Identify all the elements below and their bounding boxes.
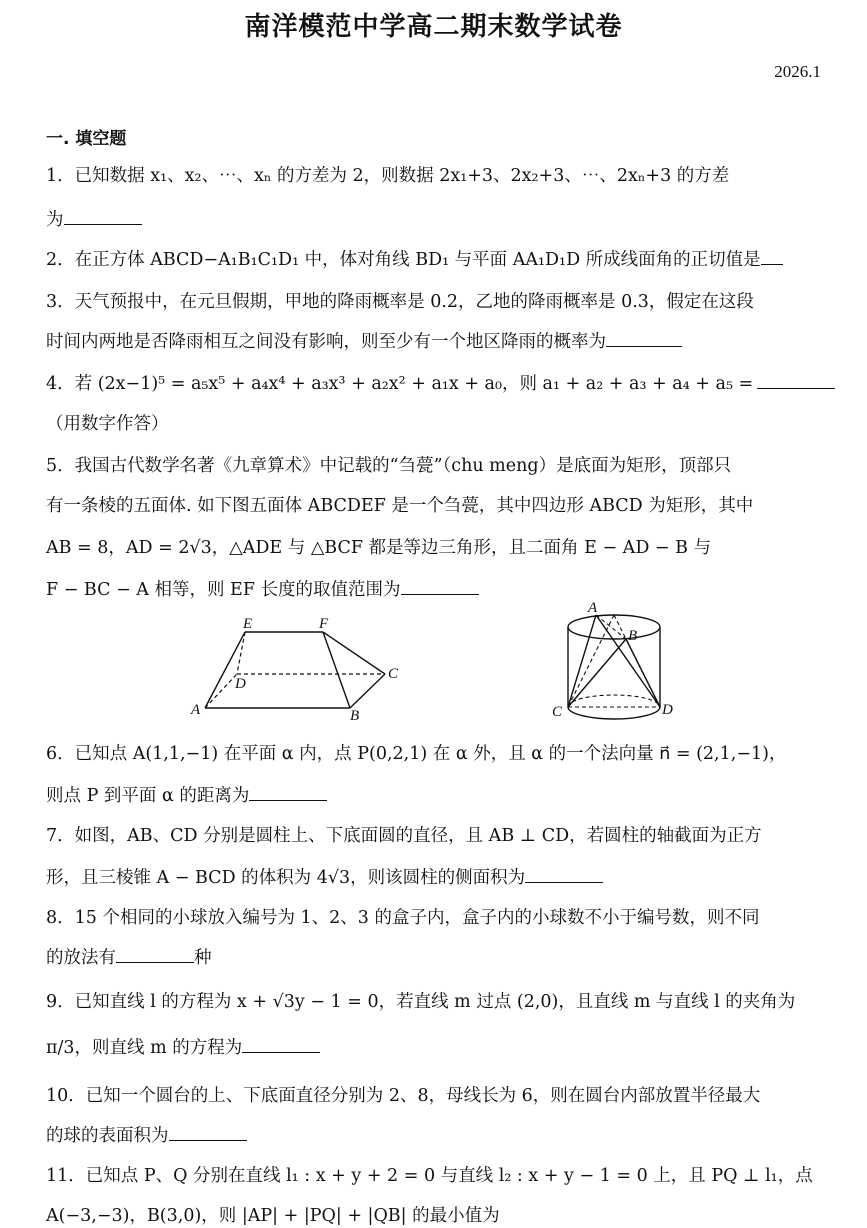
question-9-line-2 bbox=[46, 1036, 826, 1060]
pentahedron-figure bbox=[185, 612, 415, 722]
answer-blank bbox=[169, 1124, 247, 1141]
answer-blank bbox=[116, 946, 194, 963]
vertex-label-a: A bbox=[588, 600, 598, 616]
section-heading: 一. 填空题 bbox=[46, 129, 127, 149]
vertex-label-d: D bbox=[235, 676, 246, 692]
question-4-line-2: （用数字作答） bbox=[46, 414, 169, 434]
question-5-tail: F − BC − A 相等，则 EF 长度的取值范围为 bbox=[46, 580, 401, 600]
question-1-line-1: 1．已知数据 x₁、x₂、⋯、xₙ 的方差为 2，则数据 2x₁+3、2x₂+3、⋯、2xₙ+3 的方差 bbox=[46, 166, 730, 186]
question-2 bbox=[46, 248, 826, 272]
vertex-label-b: B bbox=[628, 628, 638, 644]
question-6-tail: 则点 P 到平面 α 的距离为 bbox=[46, 786, 250, 806]
question-5-line-2: 有一条棱的五面体. 如下图五面体 ABCDEF 是一个刍甍，其中四边形 ABCD 为矩形，其中 bbox=[46, 496, 754, 516]
question-9-tail: π/3，则直线 m 的方程为 bbox=[46, 1038, 243, 1058]
answer-blank bbox=[242, 1036, 320, 1053]
question-1-line-2 bbox=[46, 208, 826, 232]
question-11-line-1: 11．已知点 P、Q 分别在直线 l₁ : x + y + 2 = 0 与直线 l₂ : x + y − 1 = 0 上，且 PQ ⊥ l₁，点 bbox=[46, 1166, 813, 1186]
question-5-line-4 bbox=[46, 578, 826, 602]
vertex-label-d: D bbox=[662, 702, 673, 718]
question-4-text: 4．若 (2x−1)⁵ = a₅x⁵ + a₄x⁴ + a₃x³ + a₂x² + a₁x + a₀，则 a₁ + a₂ + a₃ + a₄ + a₅ = bbox=[46, 374, 754, 394]
question-1-tail: 为 bbox=[46, 210, 64, 230]
vertex-label-c: C bbox=[552, 704, 563, 720]
cylinder-figure bbox=[548, 598, 688, 726]
question-3-line-1: 3．天气预报中，在元旦假期，甲地的降雨概率是 0.2，乙地的降雨概率是 0.3，假定在这段 bbox=[46, 292, 754, 312]
answer-blank bbox=[525, 866, 603, 883]
question-8-line-2 bbox=[46, 946, 826, 970]
answer-blank bbox=[249, 784, 327, 801]
question-5-line-1: 5．我国古代数学名著《九章算术》中记载的“刍甍”（chu meng）是底面为矩形，顶部只 bbox=[46, 456, 732, 476]
question-10-tail: 的球的表面积为 bbox=[46, 1126, 169, 1146]
vertex-label-e: E bbox=[243, 616, 253, 632]
answer-blank bbox=[401, 578, 479, 595]
question-4-line-1 bbox=[46, 372, 826, 396]
question-10-line-1: 10．已知一个圆台的上、下底面直径分别为 2、8，母线长为 6，则在圆台内部放置半径最大 bbox=[46, 1086, 761, 1106]
answer-blank bbox=[757, 372, 835, 389]
answer-blank bbox=[606, 330, 682, 347]
question-6-line-1: 6．已知点 A(1,1,−1) 在平面 α 内，点 P(0,2,1) 在 α 外，且 α 的一个法向量 n⃗ = (2,1,−1)， bbox=[46, 744, 787, 764]
vertex-label-f: F bbox=[319, 616, 329, 632]
question-7-line-2 bbox=[46, 866, 826, 890]
question-3-tail: 时间内两地是否降雨相互之间没有影响，则至少有一个地区降雨的概率为 bbox=[46, 332, 606, 352]
question-5-line-3: AB = 8，AD = 2√3，△ADE 与 △BCF 都是等边三角形，且二面角 E − AD − B 与 bbox=[46, 538, 712, 558]
vertex-label-b: B bbox=[350, 708, 360, 722]
answer-blank bbox=[761, 248, 783, 265]
page-title: 南洋模范中学高二期末数学试卷 bbox=[244, 12, 623, 42]
question-11-line-2: A(−3,−3)，B(3,0)，则 |AP| + |PQ| + |QB| 的最小值为 bbox=[46, 1206, 500, 1226]
exam-date: 2026.1 bbox=[774, 62, 821, 81]
question-9-line-1: 9．已知直线 l 的方程为 x + √3y − 1 = 0，若直线 m 过点 (2,0)，且直线 m 与直线 l 的夹角为 bbox=[46, 992, 796, 1012]
question-2-text: 2．在正方体 ABCD−A₁B₁C₁D₁ 中，体对角线 BD₁ 与平面 AA₁D₁D 所成线面角的正切值是 bbox=[46, 250, 761, 270]
question-7-line-1: 7．如图，AB、CD 分别是圆柱上、下底面圆的直径，且 AB ⊥ CD，若圆柱的轴截面为正方 bbox=[46, 826, 762, 846]
question-7-tail: 形，且三棱锥 A − BCD 的体积为 4√3，则该圆柱的侧面积为 bbox=[46, 868, 526, 888]
question-6-line-2 bbox=[46, 784, 826, 808]
vertex-label-a: A bbox=[191, 702, 201, 718]
question-10-line-2 bbox=[46, 1124, 826, 1148]
answer-blank bbox=[64, 208, 142, 225]
question-3-line-2 bbox=[46, 330, 826, 354]
vertex-label-c: C bbox=[388, 666, 399, 682]
question-8-line-1: 8．15 个相同的小球放入编号为 1、2、3 的盒子内，盒子内的小球数不小于编号数，则不同 bbox=[46, 908, 760, 928]
question-8-unit: 种 bbox=[194, 948, 212, 968]
question-8-text: 的放法有 bbox=[46, 948, 116, 968]
